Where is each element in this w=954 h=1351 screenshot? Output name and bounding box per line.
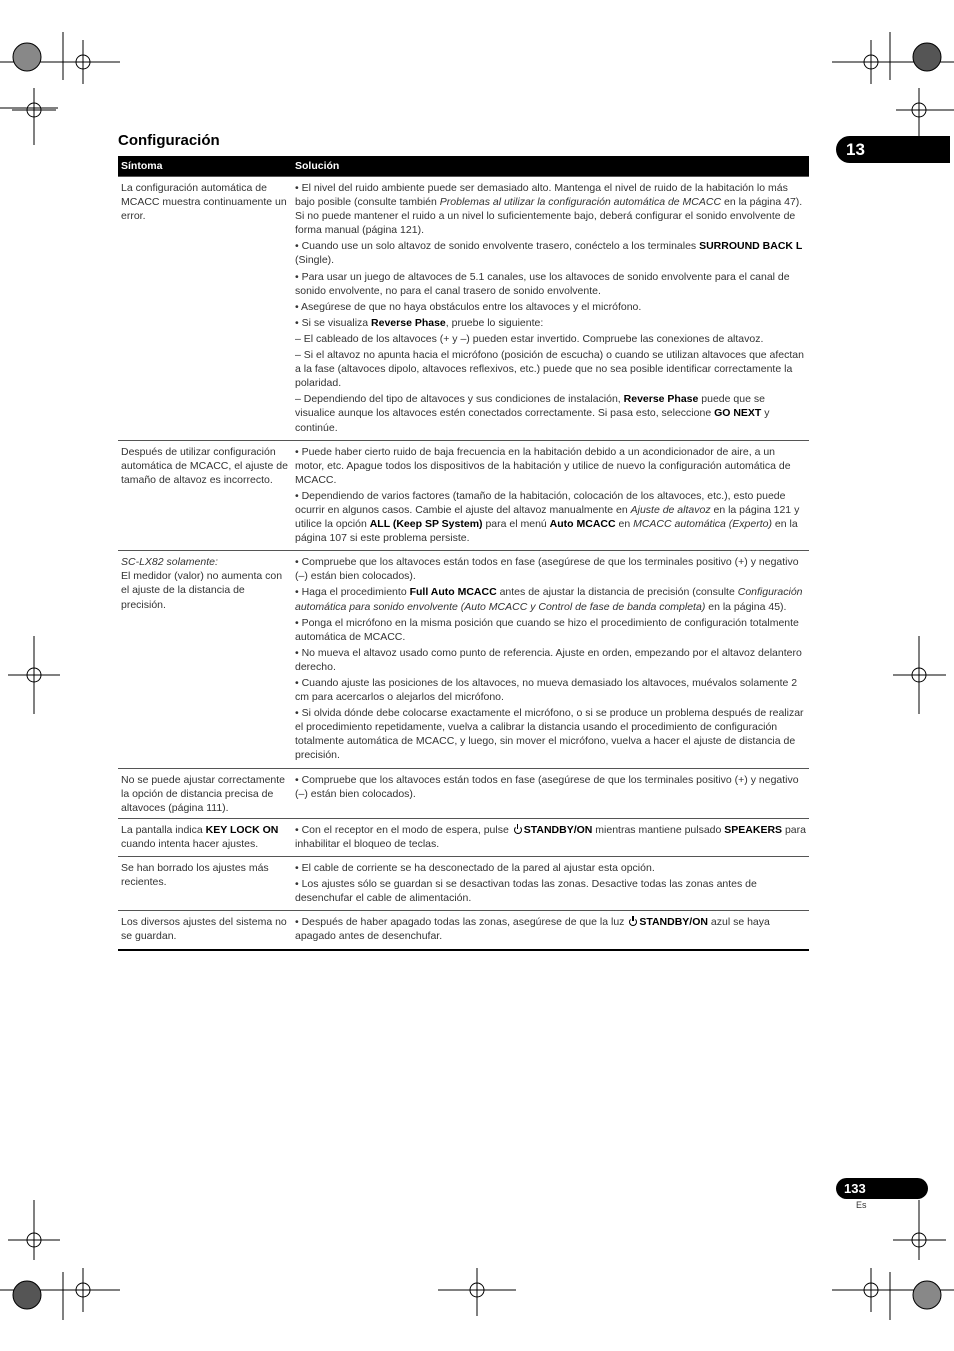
solution-text: • Puede haber cierto ruido de baja frecuencia en la habitación debido a un acondicionador de aire, a un motor, etc. Apague todos los dispositivos de la habitación y utilice de nuevo la configuración automática de MCACC. [295, 445, 791, 486]
solution-text: • Compruebe que los altavoces están todos en fase (asegúrese de que los terminales positivo (+) y negativo (–) están bien colocados). [295, 773, 799, 800]
solution-emphasis: MCACC automática (Experto) [633, 518, 772, 531]
solution-text: (Single). [295, 254, 335, 267]
solution-emphasis: Reverse Phase [623, 393, 699, 406]
solution-item [295, 915, 806, 943]
solution-item [295, 181, 806, 237]
symptom-cell [118, 818, 292, 856]
solution-item [295, 861, 806, 875]
solution-emphasis: SURROUND BACK L [699, 240, 803, 253]
solution-text: • Cuando ajuste las posiciones de los altavoces, no mueva demasiado los altavoces, muévalos solamente 2 cm para acercarlos o alejarlos del micrófono. [295, 677, 798, 704]
solution-text: para el menú [482, 518, 550, 531]
table-row [118, 551, 809, 768]
solution-text: – Si el altavoz no apunta hacia el micrófono (posición de escucha) o cuando se utilizan altavoces que afectan a la fase (altavoces dipolo, altavoces reflexivos, etc.) puede que no sea posible identificar correctamente la polaridad. [295, 349, 804, 390]
solution-text: • El cable de corriente se ha desconectado de la pared al ajustar esta opción. [295, 862, 655, 875]
solution-cell [292, 440, 809, 551]
solution-text: • Dependiendo de varios factores (tamaño de la habitación, colocación de los altavoces, etc.), esto puede ocurrir en algunos casos. Cambie el ajuste del altavoz manualmente en [295, 489, 786, 516]
solution-text: en [615, 518, 634, 531]
solution-text: – Dependiendo del tipo de altavoces y sus condiciones de instalación, [295, 393, 624, 406]
solution-item [295, 823, 806, 851]
solution-item [295, 706, 806, 762]
symptom-text: El medidor (valor) no aumenta con el ajuste de la distancia de precisión. [121, 570, 283, 611]
solution-item [295, 489, 806, 545]
solution-item [295, 616, 806, 644]
solution-item [295, 239, 806, 267]
solution-cell [292, 818, 809, 856]
solution-emphasis: Ajuste de altavoz [630, 503, 711, 516]
solution-item [295, 646, 806, 674]
solution-cell [292, 911, 809, 950]
solution-text: • Haga el procedimiento [295, 586, 410, 599]
table-row [118, 768, 809, 818]
col-symptom-header: Síntoma [118, 156, 292, 177]
solution-item [295, 676, 806, 704]
symptom-text: Los diversos ajustes del sistema no se guardan. [121, 916, 287, 943]
solution-text: • Después de haber apagado todas las zonas, asegúrese de que la luz [295, 916, 628, 929]
symptom-cell [118, 857, 292, 911]
table-row [118, 440, 809, 551]
solution-emphasis: STANDBY/ON [523, 823, 593, 836]
power-icon [514, 826, 522, 834]
solution-item [295, 555, 806, 583]
solution-cell [292, 551, 809, 768]
solution-text: • Asegúrese de que no haya obstáculos entre los altavoces y el micrófono. [295, 300, 642, 313]
solution-text: • Cuando use un solo altavoz de sonido envolvente trasero, conéctelo a los terminales [295, 240, 700, 253]
solution-emphasis: Full Auto MCACC [409, 586, 497, 599]
page-number: 133 [836, 1178, 928, 1199]
col-solution-header: Solución [292, 156, 809, 177]
solution-item [295, 348, 806, 390]
table-row [118, 177, 809, 441]
solution-item [295, 300, 806, 314]
solution-text: • No mueva el altavoz usado como punto de referencia. Ajuste en orden, empezando por el altavoz delantero derecho. [295, 646, 802, 673]
solution-text: mientras mantiene pulsado [592, 823, 725, 836]
solution-text: • Si olvida dónde debe colocarse exactamente el micrófono, o si se produce un problema después de realizar el procedimiento repetidamente, vuelva a calibrar la distancia usando el procedimiento de configuración totalmente automática de MCACC, y luego, sin mover el micrófono, vuelva a hacer el ajuste de distancia de precisión. [295, 707, 804, 762]
solution-text: – El cableado de los altavoces (+ y –) pueden estar invertido. Compruebe las conexiones de altavoz. [295, 332, 764, 345]
symptom-keyword: KEY LOCK ON [205, 823, 279, 836]
solution-text: y continúe. [295, 407, 770, 434]
symptom-model-note: SC-LX82 solamente: [121, 556, 218, 569]
solution-text: • Compruebe que los altavoces están todos en fase (asegúrese de que los terminales positivo (+) y negativo (–) están bien colocados). [295, 556, 799, 583]
solution-item [295, 445, 806, 487]
solution-text: • Para usar un juego de altavoces de 5.1 canales, use los altavoces de sonido envolvente para el canal de sonido envolvente, no para el canal trasero de sonido envolvente. [295, 270, 790, 297]
symptom-text: La configuración automática de MCACC muestra continuamente un error. [121, 182, 287, 223]
solution-item [295, 585, 806, 613]
solution-item [295, 773, 806, 801]
symptom-cell [118, 551, 292, 768]
solution-text: • Los ajustes sólo se guardan si se desactivan todas las zonas. Desactive todas las zonas antes de desenchufar el cable de alimentación. [295, 878, 757, 905]
solution-emphasis: Configuración automática para sonido envolvente (Auto MCACC y Control de fase de banda completa) [295, 586, 803, 613]
symptom-cell [118, 440, 292, 551]
solution-cell [292, 768, 809, 818]
section-title: Configuración [118, 132, 220, 149]
solution-text: para inhabilitar el bloqueo de teclas. [295, 823, 806, 850]
chapter-tab: 13 [836, 136, 950, 163]
symptom-text: No se puede ajustar correctamente la opción de distancia precisa de altavoces (página 111). [121, 773, 286, 814]
solution-emphasis: ALL (Keep SP System) [369, 518, 483, 531]
power-icon [629, 918, 637, 926]
solution-cell [292, 857, 809, 911]
symptom-text: cuando intenta hacer ajustes. [121, 837, 259, 850]
solution-emphasis: Reverse Phase [371, 316, 446, 329]
solution-item [295, 270, 806, 298]
solution-text: en la página 45). [705, 600, 787, 613]
solution-cell [292, 177, 809, 441]
solution-text: , pruebe lo siguiente: [445, 316, 544, 329]
symptom-text: Después de utilizar configuración automática de MCACC, el ajuste de tamaño de altavoz es incorrecto. [121, 445, 288, 486]
table-row [118, 857, 809, 911]
solution-text: antes de ajustar la distancia de precisión (consulte [496, 586, 738, 599]
language-code: Es [856, 1200, 867, 1210]
solution-emphasis: SPEAKERS [724, 823, 783, 836]
solution-emphasis: Problemas al utilizar la configuración automática de MCACC [439, 196, 722, 209]
symptom-cell [118, 768, 292, 818]
solution-text: en la página 47). Si no puede mantener el ruido a un nivel lo suficientemente bajo, deberá configurar el sonido envolvente de forma manual (página 121). [295, 196, 803, 237]
solution-text: • Con el receptor en el modo de espera, pulse [295, 823, 512, 836]
solution-item [295, 332, 806, 346]
solution-item [295, 316, 806, 330]
solution-emphasis: Auto MCACC [549, 518, 616, 531]
solution-text: en la página 121 y utilice la opción [295, 503, 800, 531]
symptom-cell [118, 177, 292, 441]
solution-text: azul se haya apagado antes de desenchufar. [295, 916, 770, 943]
solution-text: • Si se visualiza [295, 316, 372, 329]
solution-emphasis: GO NEXT [714, 407, 762, 420]
symptom-text: Se han borrado los ajustes más recientes. [121, 862, 269, 889]
solution-text: en la página 107 si este problema persiste. [295, 518, 798, 545]
solution-text: • Ponga el micrófono en la misma posición que cuando se hizo el procedimiento de configuración totalmente automática de MCACC. [295, 616, 799, 643]
solution-item [295, 392, 806, 434]
table-row [118, 818, 809, 856]
solution-text: puede que se visualice aunque los altavoces estén conectados correctamente. Si pasa esto, seleccione [295, 393, 765, 420]
table-row [118, 911, 809, 950]
symptom-cell [118, 911, 292, 950]
symptom-text: La pantalla indica [121, 823, 206, 836]
troubleshooting-table [118, 156, 809, 951]
solution-emphasis: STANDBY/ON [639, 916, 708, 929]
solution-text: • El nivel del ruido ambiente puede ser demasiado alto. Mantenga el nivel de ruido de la habitación lo más bajo posible (consulte también [295, 182, 788, 209]
solution-item [295, 877, 806, 905]
